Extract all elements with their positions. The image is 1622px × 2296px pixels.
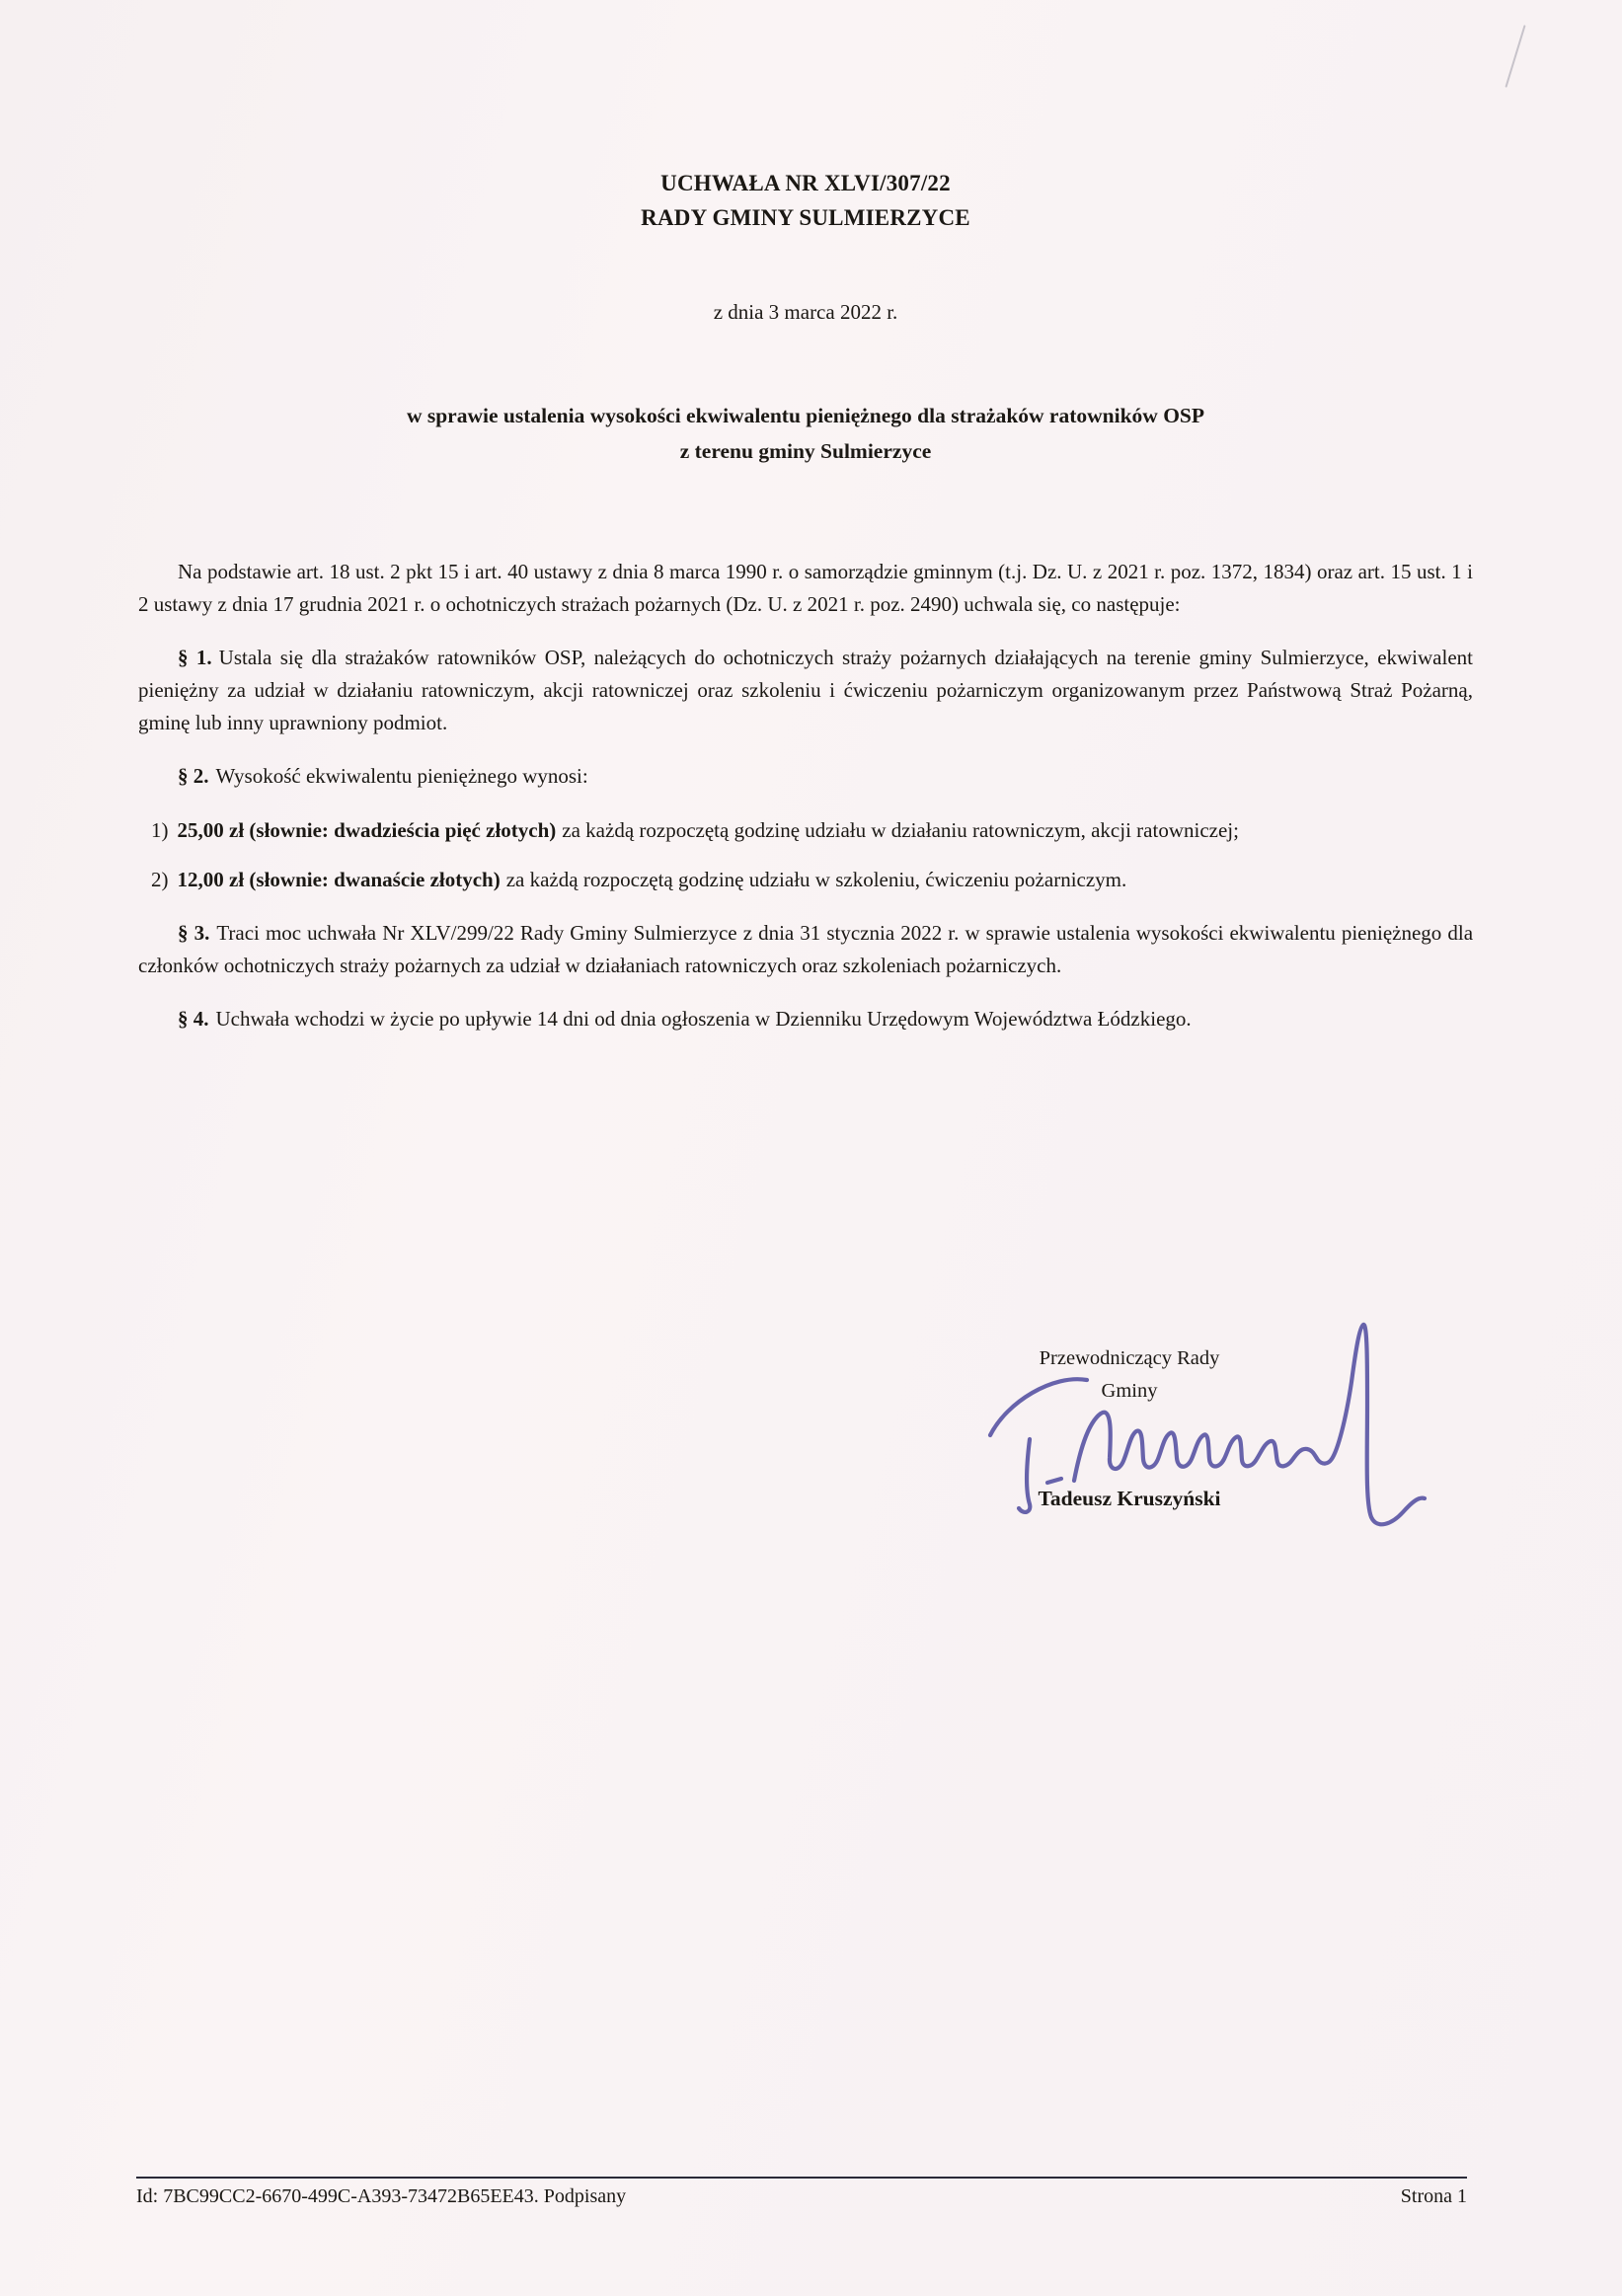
scan-artifact-line <box>1505 25 1525 88</box>
section-1-label: § 1. <box>178 646 212 669</box>
document-subject-line2: z terenu gminy Sulmierzyce <box>679 439 932 463</box>
document-subject-line1: w sprawie ustalenia wysokości ekwiwalentu pieniężnego dla strażaków ratowników OSP <box>406 404 1205 427</box>
list-item-text: za każdą rozpoczętą godzinę udziału w szkoleniu, ćwiczeniu pożarniczym. <box>505 868 1127 891</box>
footer-document-id: Id: 7BC99CC2-6670-499C-A393-73472B65EE43. Podpisany <box>136 2185 627 2207</box>
list-item <box>151 863 1473 896</box>
signatory-name: Tadeusz Kruszyński <box>1038 1487 1221 1510</box>
footer-divider <box>136 2177 1467 2179</box>
list-item <box>151 813 1473 847</box>
section-3-label: § 3. <box>178 921 210 945</box>
footer-page-number: Strona 1 <box>1400 2185 1467 2207</box>
rate-list <box>138 813 1473 896</box>
section-3-text: Traci moc uchwała Nr XLV/299/22 Rady Gminy Sulmierzyce z dnia 31 stycznia 2022 r. w sprawie ustalenia wysokości ekwiwalentu pieniężnego dla członków ochotniczych straży pożarnych za udział w działaniach ratowniczych oraz szkoleniach pożarniczych. <box>138 921 1474 977</box>
signature-role-line2: Gminy <box>1101 1380 1158 1402</box>
document-body <box>138 556 1473 1035</box>
document-title-line1: UCHWAŁA NR XLVI/307/22 <box>660 171 951 195</box>
document-title-line2: RADY GMINY SULMIERZYCE <box>641 205 970 230</box>
section-4-paragraph <box>138 1003 1473 1035</box>
list-item-number: 1) <box>151 818 169 842</box>
document-content <box>138 166 1473 1035</box>
section-1-text: Ustala się dla strażaków ratowników OSP, należących do ochotniczych straży pożarnych działających na terenie gminy Sulmierzyce, ekwiwalent pieniężny za udział w działaniu ratowniczym, akcji ratowniczej oraz szkoleniu i ćwiczeniu pożarniczym organizowanym przez Państwową Straż Pożarną, gminę lub inny uprawniony podmiot. <box>138 646 1473 734</box>
list-item-text: za każdą rozpoczętą godzinę udziału w działaniu ratowniczym, akcji ratowniczej; <box>562 818 1239 842</box>
legal-basis-paragraph: Na podstawie art. 18 ust. 2 pkt 15 i art. 40 ustawy z dnia 8 marca 1990 r. o samorządzie gminnym (t.j. Dz. U. z 2021 r. poz. 1372, 1834) oraz art. 15 ust. 1 i 2 ustawy z dnia 17 grudnia 2021 r. o ochotniczych strażach pożarnych (Dz. U. z 2021 r. poz. 2490) uchwala się, co następuje: <box>138 560 1473 616</box>
document-title <box>138 166 1473 235</box>
document-subject <box>138 398 1473 469</box>
list-item-amount: 25,00 zł (słownie: dwadzieścia pięć złotych) <box>177 818 557 842</box>
signature-role-line1: Przewodniczący Rady <box>1039 1347 1220 1369</box>
list-item-amount: 12,00 zł (słownie: dwanaście złotych) <box>177 868 501 891</box>
section-2-text: Wysokość ekwiwalentu pieniężnego wynosi: <box>215 764 588 788</box>
section-3-paragraph <box>138 917 1473 982</box>
section-4-label: § 4. <box>178 1007 209 1031</box>
section-2-label: § 2. <box>178 764 209 788</box>
handwritten-signature-ink <box>972 1305 1456 1552</box>
section-1-paragraph <box>138 642 1473 739</box>
document-date: z dnia 3 marca 2022 r. <box>713 300 898 324</box>
section-4-text: Uchwała wchodzi w życie po upływie 14 dni od dnia ogłoszenia w Dzienniku Urzędowym Województwa Łódzkiego. <box>215 1007 1192 1031</box>
list-item-number: 2) <box>151 868 169 891</box>
section-2-paragraph <box>138 760 1473 793</box>
